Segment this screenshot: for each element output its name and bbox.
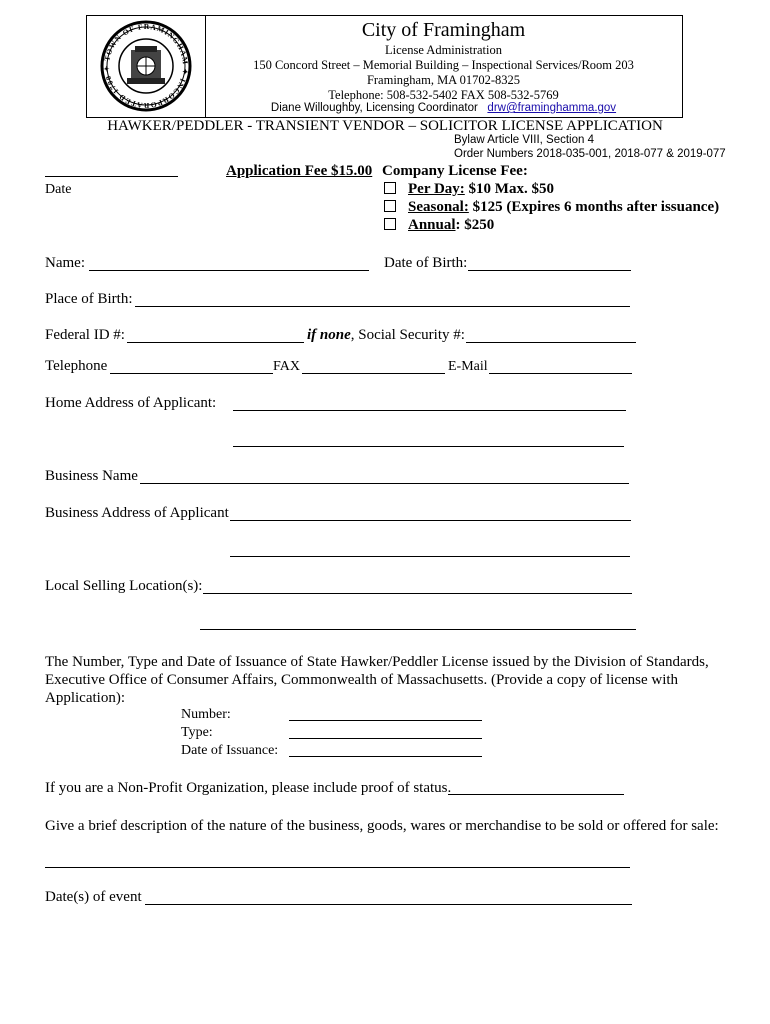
telephone-input-line[interactable]: [110, 373, 273, 374]
order-numbers: Order Numbers 2018-035-001, 2018-077 & 2019-077: [454, 148, 726, 160]
state-license-instructions: The Number, Type and Date of Issuance of State Hawker/Peddler License issued by the Division of Standards, Executive Office of Consumer Affairs, Commonwealth of Massachusetts. (Provide a copy of license with Application):: [45, 654, 709, 706]
svg-text:TOWN OF FRAMINGHAM ✦ INCORPORA: TOWN OF FRAMINGHAM ✦ INCORPORATED 1700 ✦: [101, 21, 191, 111]
selling-location-line-1[interactable]: [203, 593, 632, 594]
home-address-line-1[interactable]: [233, 410, 626, 411]
state-license-number-label: Number:: [181, 707, 231, 722]
description-label: Give a brief description of the nature of the business, goods, wares or merchandise to be sold or offered for sale:: [45, 818, 719, 834]
business-address-line-1[interactable]: [230, 520, 631, 521]
ssn-input-line[interactable]: [466, 342, 636, 343]
name-input-line[interactable]: [89, 270, 369, 271]
seal-panel: [87, 16, 206, 117]
selling-location-label: Local Selling Location(s):: [45, 578, 203, 594]
email-label: E-Mail: [448, 359, 488, 374]
telephone-label: Telephone: [45, 358, 108, 374]
bylaw-reference: Bylaw Article VIII, Section 4: [454, 134, 594, 146]
nonprofit-input-line[interactable]: [448, 794, 624, 795]
email-input-line[interactable]: [489, 373, 632, 374]
letterhead-box: [86, 15, 683, 118]
pob-input-line[interactable]: [135, 306, 630, 307]
business-address-line-2[interactable]: [230, 556, 630, 557]
fee-option-per-day[interactable]: Per Day: $10 Max. $50: [384, 181, 554, 198]
form-title: HAWKER/PEDDLER - TRANSIENT VENDOR – SOLICITOR LICENSE APPLICATION: [107, 118, 663, 134]
state-license-date-label: Date of Issuance:: [181, 743, 279, 758]
fax-input-line[interactable]: [302, 373, 445, 374]
state-license-number-line[interactable]: [289, 720, 482, 721]
business-name-label: Business Name: [45, 468, 138, 484]
fee-option-seasonal[interactable]: Seasonal: $125 (Expires 6 months after issuance): [384, 199, 719, 216]
business-name-input-line[interactable]: [140, 483, 629, 484]
company-fee-label: Company License Fee:: [382, 163, 528, 179]
application-fee: Application Fee $15.00: [226, 163, 373, 179]
name-label: Name:: [45, 255, 85, 271]
pob-label: Place of Birth:: [45, 291, 133, 307]
checkbox-icon[interactable]: [384, 200, 396, 212]
coordinator-line: [205, 102, 682, 114]
fed-id-input-line[interactable]: [127, 342, 304, 343]
date-label: Date: [45, 182, 72, 197]
fax-label: FAX: [273, 359, 300, 374]
state-license-type-line[interactable]: [289, 738, 482, 739]
fed-id-label: Federal ID #:: [45, 327, 125, 343]
ssn-label: if none, Social Security #:: [307, 327, 465, 343]
description-input-line[interactable]: [45, 867, 630, 868]
dob-input-line[interactable]: [468, 270, 631, 271]
event-dates-input-line[interactable]: [145, 904, 632, 905]
event-dates-label: Date(s) of event: [45, 889, 142, 905]
selling-location-line-2[interactable]: [200, 629, 636, 630]
phone-fax: Telephone: 508-532-5402 FAX 508-532-5769: [328, 88, 559, 102]
home-address-label: Home Address of Applicant:: [45, 395, 217, 411]
checkbox-icon[interactable]: [384, 218, 396, 230]
dob-label: Date of Birth:: [384, 255, 468, 271]
state-license-type-label: Type:: [181, 725, 213, 740]
street-address: 150 Concord Street – Memorial Building – Inspectional Services/Room 203: [253, 58, 634, 72]
fee-option-annual[interactable]: Annual: $250: [384, 217, 494, 234]
home-address-line-2[interactable]: [233, 446, 624, 447]
city-name: City of Framingham: [361, 19, 526, 41]
town-seal-icon: [87, 16, 205, 117]
coordinator-email-link[interactable]: drw@framinghamma.gov: [487, 102, 617, 114]
date-input-line[interactable]: [45, 176, 178, 177]
department-name: License Administration: [385, 43, 502, 57]
business-address-label: Business Address of Applicant: [45, 505, 229, 521]
coordinator-name: Diane Willoughby, Licensing Coordinator: [270, 102, 478, 114]
state-license-date-line[interactable]: [289, 756, 482, 757]
checkbox-icon[interactable]: [384, 182, 396, 194]
city-state-zip: Framingham, MA 01702-8325: [366, 73, 521, 87]
nonprofit-label: If you are a Non-Profit Organization, please include proof of status.: [45, 780, 452, 796]
